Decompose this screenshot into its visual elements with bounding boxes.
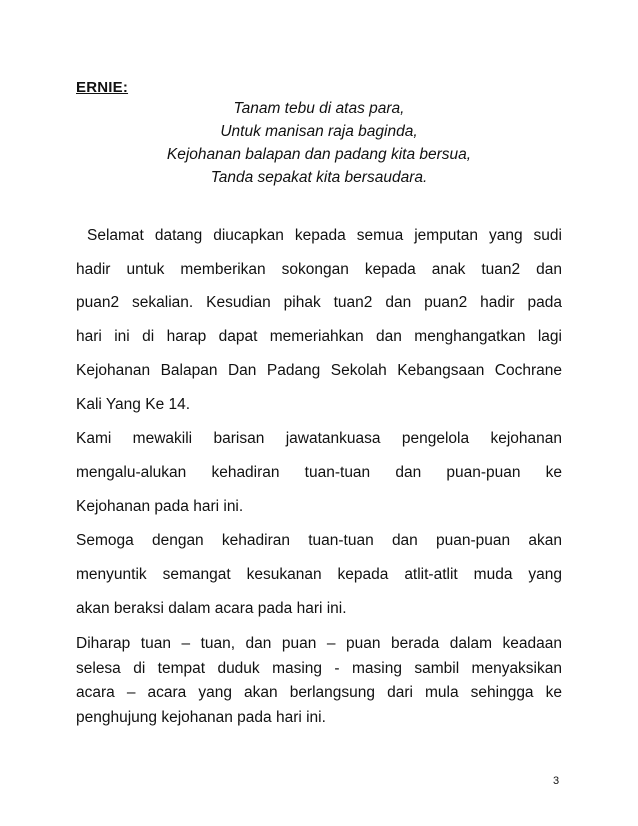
poem-line: Kejohanan balapan dan padang kita bersua, [166, 146, 472, 163]
paragraph-line: Semoga dengan kehadiran tuan-tuan dan puan-puan akan [76, 532, 562, 549]
paragraph-line: menyuntik semangat kesukanan kepada atlit-atlit muda yang [76, 566, 562, 583]
paragraph-line: Kejohanan pada hari ini. [76, 498, 244, 515]
paragraph-line: hari ini di harap dapat memeriahkan dan menghangatkan lagi [76, 328, 562, 345]
poem-line: Untuk manisan raja baginda, [220, 123, 418, 140]
paragraph-line: Diharap tuan – tuan, dan puan – puan berada dalam keadaan [76, 635, 562, 652]
poem-line: Tanam tebu di atas para, [233, 100, 405, 117]
paragraph-line: penghujung kejohanan pada hari ini. [76, 709, 326, 726]
paragraph-line: Kali Yang Ke 14. [76, 396, 191, 413]
speaker-name: ERNIE: [76, 79, 129, 96]
page-number: 3 [553, 775, 560, 787]
paragraph-line: selesa di tempat duduk masing - masing sambil menyaksikan [76, 660, 562, 677]
paragraph-line: Selamat datang diucapkan kepada semua jemputan yang sudi [76, 227, 562, 244]
paragraph-line: hadir untuk memberikan sokongan kepada anak tuan2 dan [76, 261, 562, 278]
poem-line: Tanda sepakat kita bersaudara. [210, 169, 428, 186]
paragraph-line: Kami mewakili barisan jawatankuasa pengelola kejohanan [76, 430, 562, 447]
paragraph-line: akan beraksi dalam acara pada hari ini. [76, 600, 347, 617]
paragraph-line: mengalu-alukan kehadiran tuan-tuan dan puan-puan ke [76, 464, 562, 481]
paragraph-line: acara – acara yang akan berlangsung dari mula sehingga ke [76, 684, 562, 701]
paragraph-line: Kejohanan Balapan Dan Padang Sekolah Kebangsaan Cochrane [76, 362, 562, 379]
paragraph-line: puan2 sekalian. Kesudian pihak tuan2 dan puan2 hadir pada [76, 294, 562, 311]
